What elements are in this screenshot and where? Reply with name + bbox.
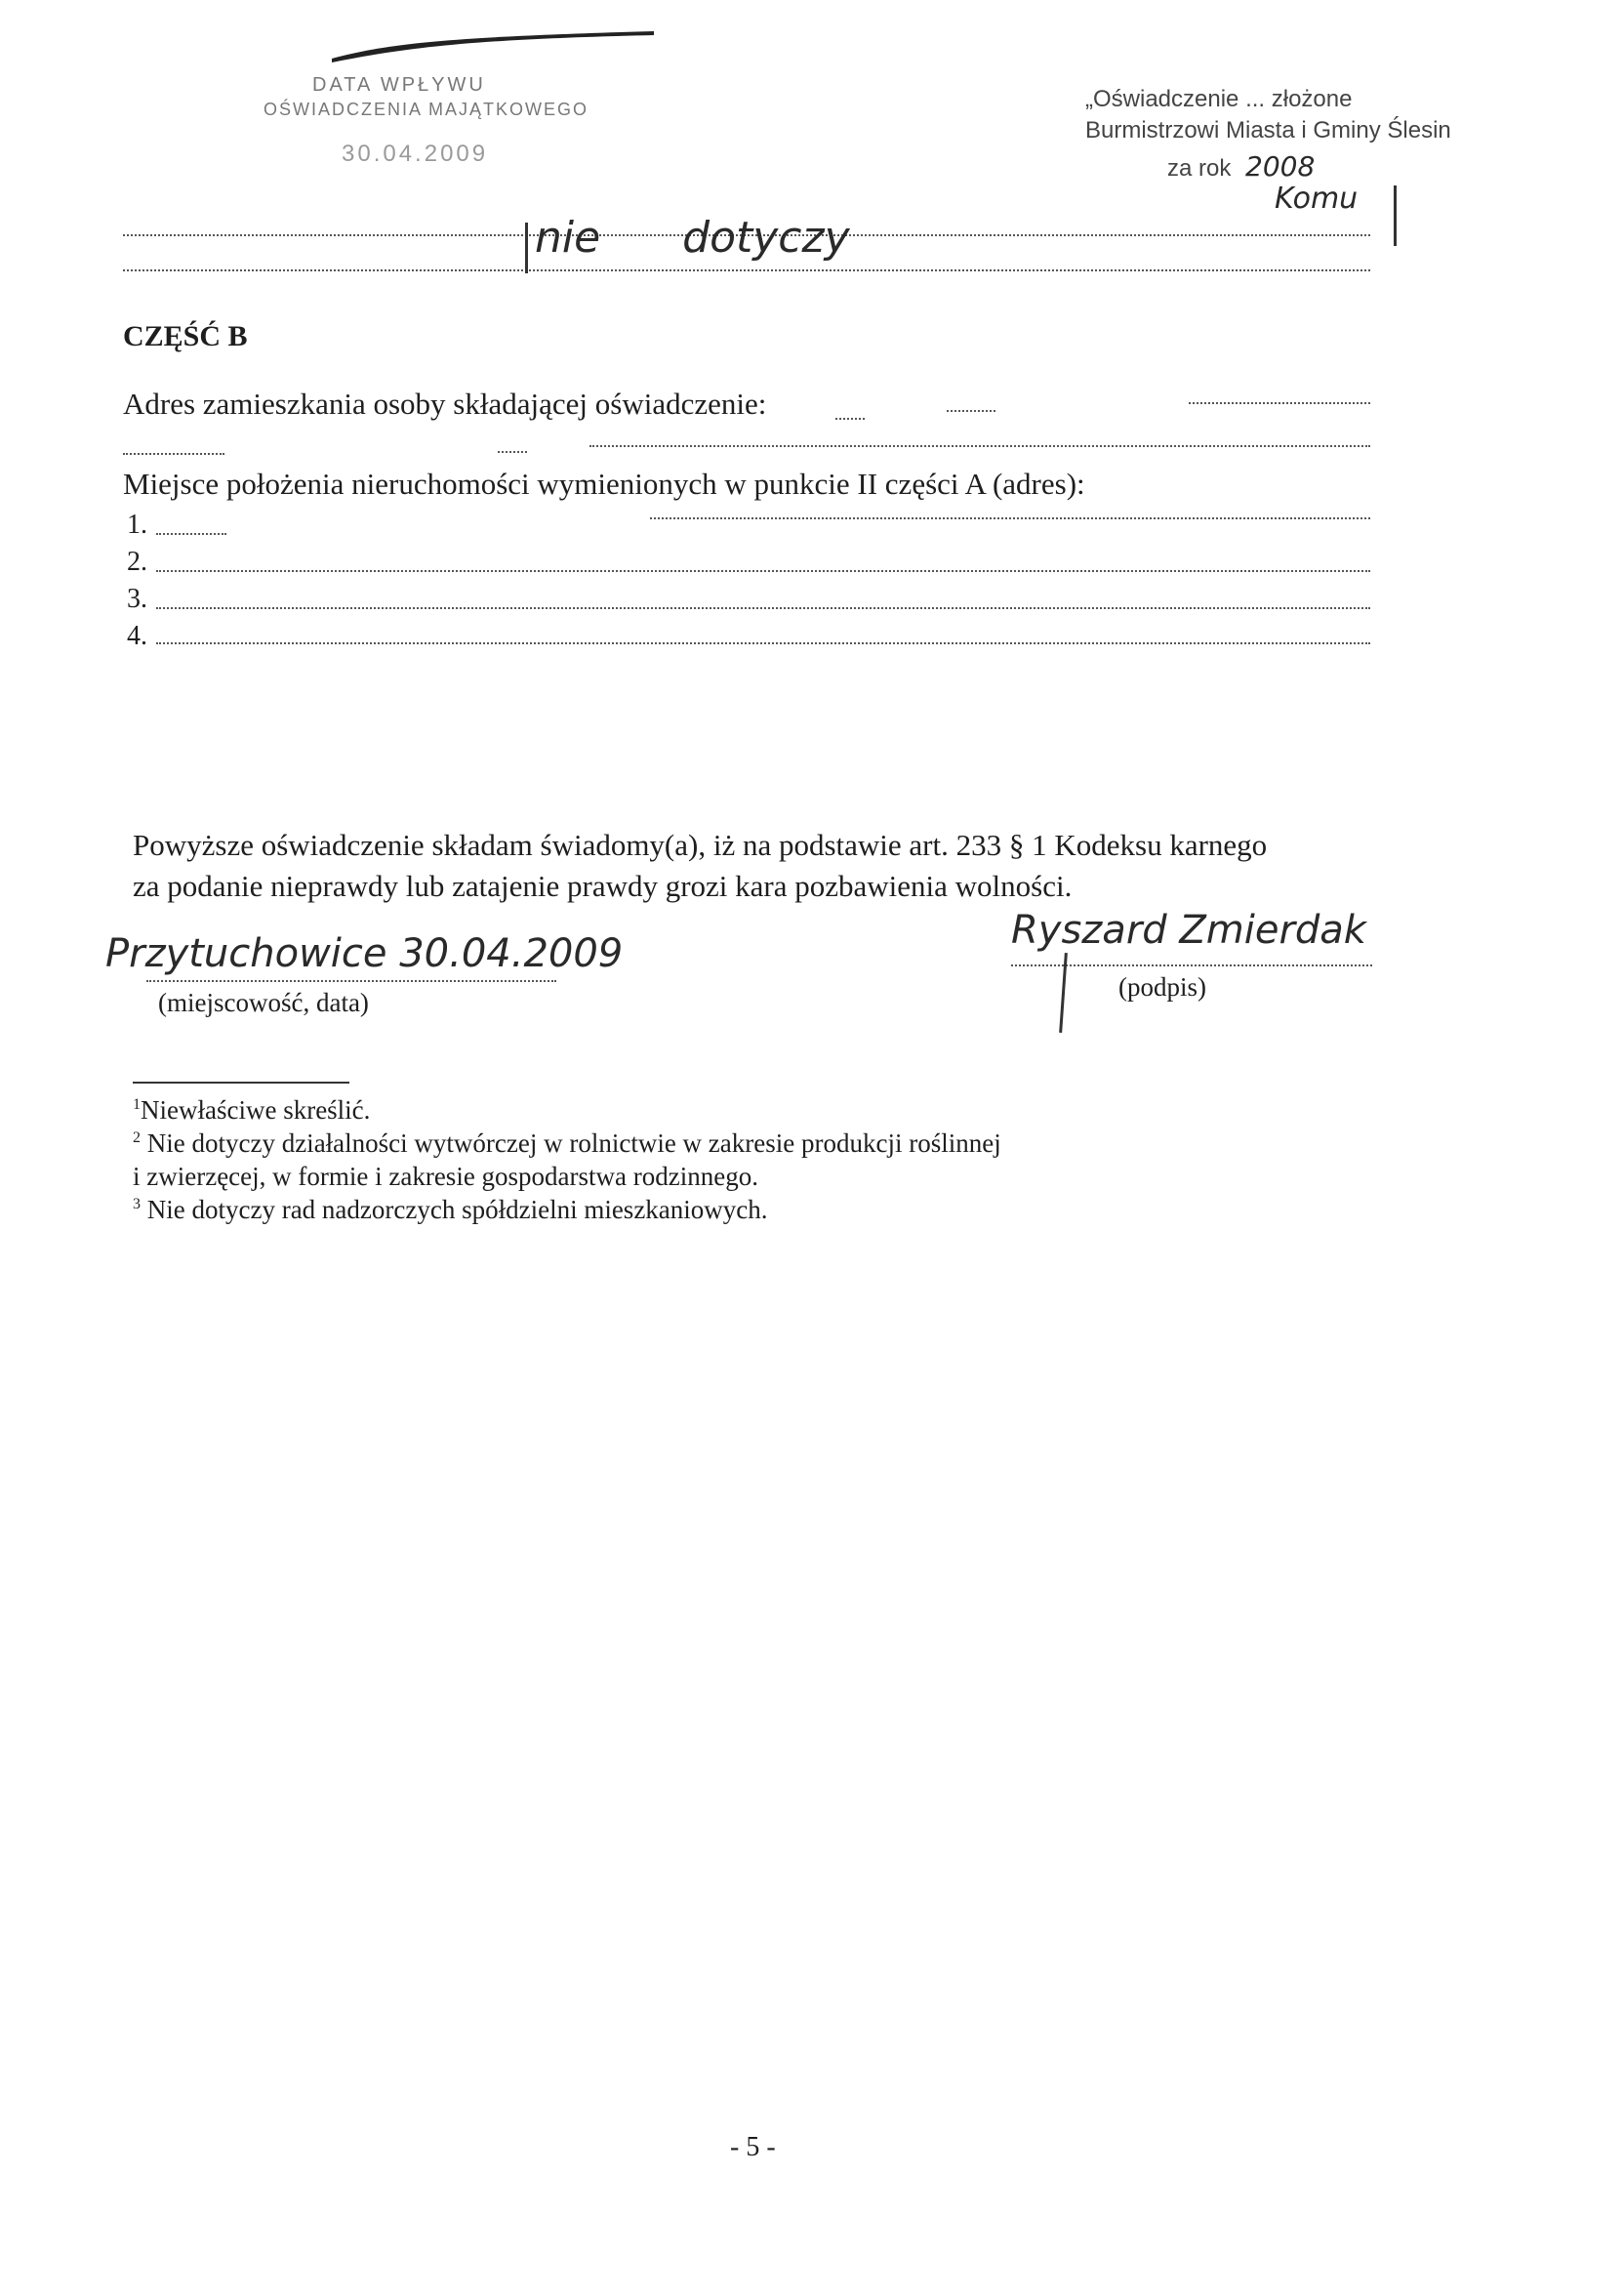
declaration-line-1: Powyższe oświadczenie składam świadomy(a), iż na podstawie art. 233 § 1 Kodeksu karnego [133, 828, 1268, 862]
property-dots-1b [650, 517, 1370, 519]
property-item-2: 2. [127, 547, 147, 577]
address-dots-4 [123, 453, 224, 455]
address-dots-6 [589, 445, 1370, 447]
address-dots-3 [1189, 402, 1370, 404]
address-dots-1 [835, 418, 865, 420]
property-label: Miejsce położenia nieruchomości wymienionych w punkcie II części A (adres): [123, 467, 1085, 501]
footnote-1-text: Niewłaściwe skreślić. [141, 1095, 371, 1125]
property-item-3: 3. [127, 584, 147, 614]
header-note-line-1: „Oświadczenie ... złożone [1085, 86, 1353, 112]
property-item-4: 4. [127, 621, 147, 651]
stamp-stroke-icon [254, 14, 664, 62]
header-note-year-prefix: za rok [1167, 155, 1232, 182]
property-dots-4 [156, 642, 1370, 644]
section-title: CZĘŚĆ B [123, 320, 248, 352]
handwritten-year: 2008 [1245, 150, 1316, 183]
stamp [254, 14, 664, 180]
footnote-separator [133, 1082, 349, 1084]
property-item-1: 1. [127, 510, 147, 540]
place-date-label: (miejscowość, data) [158, 988, 369, 1017]
footnote-2-continued [133, 1162, 758, 1192]
handwritten-place-date: Przytuchowice 30.04.2009 [105, 931, 624, 976]
footnote-1-number: 1 [133, 1096, 141, 1113]
footnote-2-continued-text: i zwierzęcej, w formie i zakresie gospodarstwa rodzinnego. [133, 1162, 758, 1191]
address-dots-5 [498, 451, 527, 453]
property-dots-1a [156, 533, 226, 535]
page-number: - 5 - [730, 2132, 776, 2162]
header-note-line-2: Burmistrzowi Miasta i Gminy Ślesin [1085, 117, 1451, 144]
declaration-line-2: za podanie nieprawdy lub zatajenie prawdy grozi kara pozbawienia wolności. [133, 869, 1073, 903]
property-dots-2 [156, 570, 1370, 572]
handwritten-signature: Ryszard Zmierdak [1011, 908, 1366, 953]
stamp-line-2: OŚWIADCZENIA MAJĄTKOWEGO [264, 100, 589, 119]
footnote-2-number: 2 [133, 1129, 141, 1146]
header-note-line-3 [1167, 150, 1315, 183]
footnote-1 [133, 1095, 370, 1126]
stamp-line-3: 30.04.2009 [342, 141, 489, 167]
handwritten-bracket [525, 223, 528, 273]
footnote-3 [133, 1195, 768, 1225]
address-dots-2 [947, 410, 995, 412]
address-label: Adres zamieszkania osoby składającej oświadczenie: [123, 387, 767, 421]
handwritten-not-applicable: nie dotyczy [535, 213, 850, 263]
property-dots-3 [156, 607, 1370, 609]
dotted-line-top-2 [123, 269, 1370, 271]
place-date-dots [146, 980, 556, 982]
signature-label: (podpis) [1118, 972, 1206, 1002]
stamp-line-1: DATA WPŁYWU [312, 74, 486, 96]
footnote-3-number: 3 [133, 1196, 141, 1212]
handwritten-initials: Komu [1275, 182, 1359, 216]
footnote-3-text: Nie dotyczy rad nadzorczych spółdzielni mieszkaniowych. [146, 1195, 768, 1224]
footnote-2-text: Nie dotyczy działalności wytwórczej w rolnictwie w zakresie produkcji roślinnej [146, 1128, 1001, 1158]
initials-bar [1394, 185, 1397, 246]
footnote-2 [133, 1128, 1001, 1159]
